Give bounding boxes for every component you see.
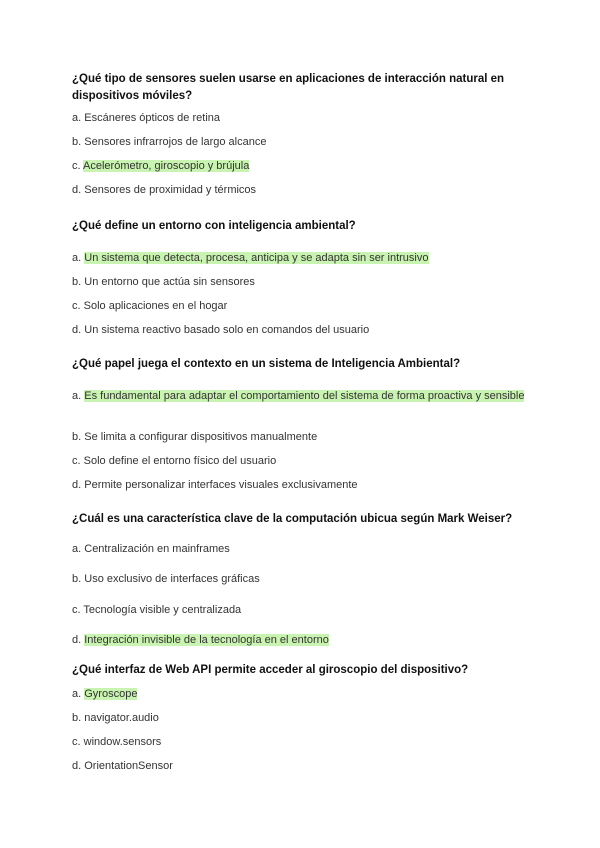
option-text: Sensores de proximidad y térmicos: [84, 184, 257, 196]
option-text: Escáneres ópticos de retina: [84, 112, 220, 124]
question-text: ¿Qué tipo de sensores suelen usarse en aplicaciones de interacción natural en dispositivos móviles?: [72, 73, 505, 102]
option-letter: c.: [72, 604, 81, 616]
question-block: [72, 511, 532, 646]
question-block: [72, 356, 532, 491]
question-block: [72, 71, 532, 196]
option-text: Solo define el entorno físico del usuario: [83, 455, 277, 467]
answer-option: [72, 602, 532, 618]
answer-option: [72, 758, 532, 774]
option-letter: c.: [72, 300, 81, 312]
answer-option: [72, 274, 532, 290]
option-letter: d.: [72, 184, 82, 196]
correct-answer-highlight: Gyroscope: [84, 688, 138, 700]
option-text: Un entorno que actúa sin sensores: [84, 276, 255, 288]
answer-option-correct: [72, 686, 532, 702]
option-letter: d.: [72, 760, 82, 772]
option-text: window.sensors: [83, 736, 162, 748]
option-text: Tecnología visible y centralizada: [83, 604, 242, 616]
option-letter: a.: [72, 252, 82, 264]
option-letter: d.: [72, 634, 82, 646]
answer-option-correct: [72, 388, 532, 404]
option-text: Un sistema reactivo basado solo en comandos del usuario: [84, 324, 370, 336]
option-letter: b.: [72, 136, 82, 148]
option-text: navigator.audio: [84, 712, 159, 724]
option-letter: a.: [72, 112, 82, 124]
question-text: ¿Cuál es una característica clave de la computación ubicua según Mark Weiser?: [72, 513, 513, 525]
answer-option: [72, 571, 532, 587]
option-letter: b.: [72, 431, 82, 443]
option-text: Solo aplicaciones en el hogar: [83, 300, 228, 312]
answer-option: [72, 110, 532, 126]
answer-option: [72, 453, 532, 469]
option-letter: b.: [72, 276, 82, 288]
option-text: Se limita a configurar dispositivos manualmente: [84, 431, 318, 443]
option-letter: b.: [72, 573, 82, 585]
option-letter: c.: [72, 160, 81, 172]
answer-option-correct: [72, 158, 532, 174]
option-letter: c.: [72, 455, 81, 467]
answer-option: [72, 429, 532, 445]
question-text: ¿Qué papel juega el contexto en un sistema de Inteligencia Ambiental?: [72, 358, 461, 370]
option-text: OrientationSensor: [84, 760, 173, 772]
option-letter: a.: [72, 543, 82, 555]
answer-option: [72, 298, 532, 314]
option-text: Sensores infrarrojos de largo alcance: [84, 136, 267, 148]
option-letter: c.: [72, 736, 81, 748]
answer-option: [72, 710, 532, 726]
question-text: ¿Qué interfaz de Web API permite acceder al giroscopio del dispositivo?: [72, 664, 469, 676]
option-letter: d.: [72, 479, 82, 491]
option-text: Permite personalizar interfaces visuales exclusivamente: [84, 479, 358, 491]
question-text: ¿Qué define un entorno con inteligencia ambiental?: [72, 220, 356, 232]
answer-option: [72, 734, 532, 750]
option-text: Uso exclusivo de interfaces gráficas: [84, 573, 260, 585]
option-letter: b.: [72, 712, 82, 724]
correct-answer-highlight: Integración invisible de la tecnología en el entorno: [84, 634, 329, 646]
option-letter: d.: [72, 324, 82, 336]
option-letter: a.: [72, 390, 82, 402]
answer-option: [72, 134, 532, 150]
correct-answer-highlight: Es fundamental para adaptar el comportamiento del sistema de forma proactiva y sensible: [84, 390, 525, 402]
answer-option-correct: [72, 250, 532, 266]
question-block: [72, 662, 532, 772]
answer-option: [72, 477, 532, 493]
answer-option: [72, 541, 532, 557]
answer-option: [72, 182, 532, 198]
answer-option-correct: [72, 632, 532, 648]
option-text: Centralización en mainframes: [84, 543, 230, 555]
answer-option: [72, 322, 532, 338]
correct-answer-highlight: Acelerómetro, giroscopio y brújula: [83, 160, 250, 172]
question-block: [72, 218, 532, 336]
correct-answer-highlight: Un sistema que detecta, procesa, anticipa y se adapta sin ser intrusivo: [84, 252, 429, 264]
option-letter: a.: [72, 688, 82, 700]
